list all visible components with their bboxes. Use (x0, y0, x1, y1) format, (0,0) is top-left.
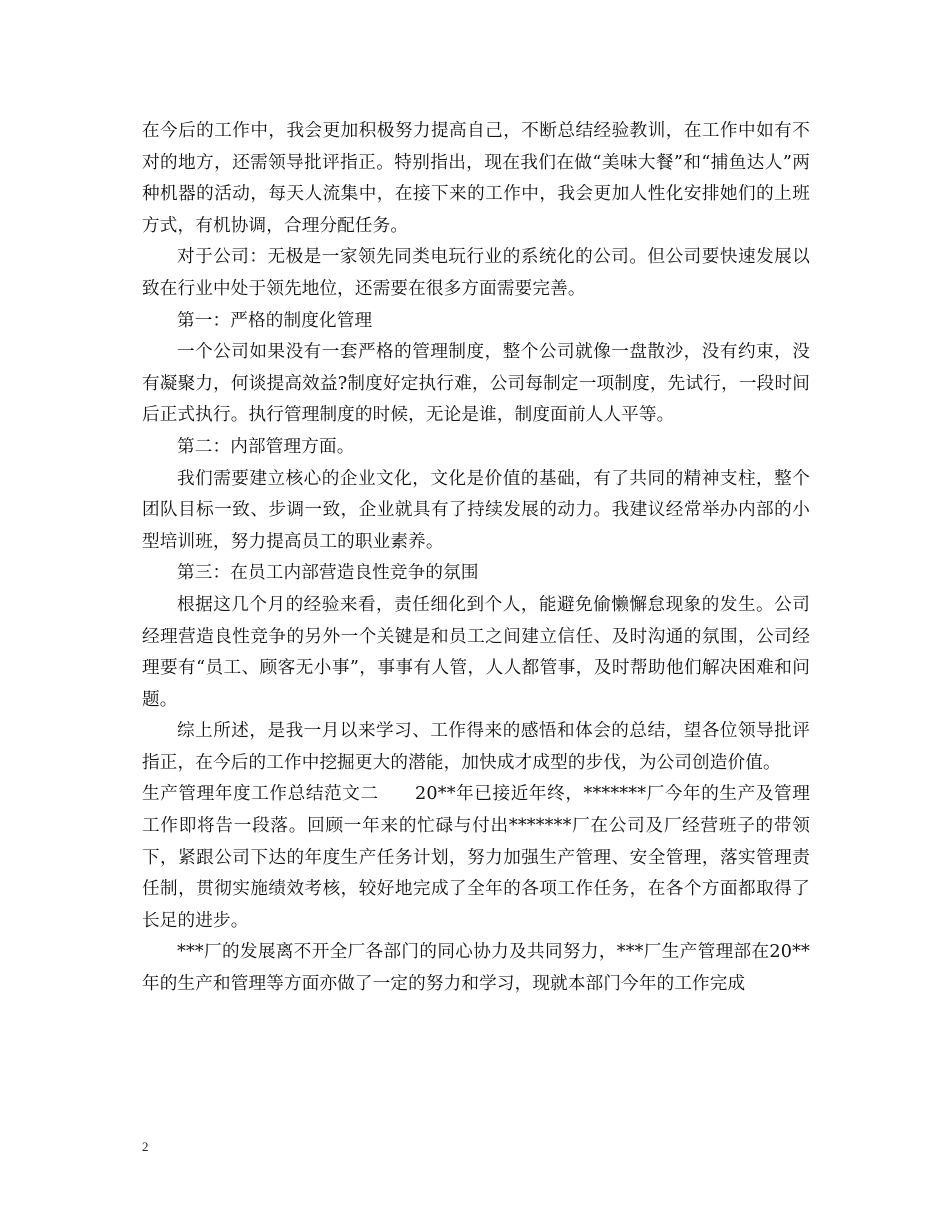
paragraph-1: 在今后的工作中，我会更加积极努力提高自己，不断总结经验教训，在工作中如有不对的地方，还需领导批评指正。特别指出，现在我们在做“美味大餐”和“捕鱼达人”两种机器的活动，每天人流集中，在接下来的工作中，我会更加人性化安排她们的上班方式，有机协调，合理分配任务。 (142, 121, 810, 236)
paragraph-6: 综上所述，是我一月以来学习、工作得来的感悟和体会的总结，望各位领导批评指正，在今后的工作中挖掘更大的潜能，加快成才成型的步伐，为公司创造价值。 (142, 721, 810, 773)
heading-first: 第一：严格的制度化管理 (177, 310, 373, 331)
heading-second: 第二：内部管理方面。 (177, 436, 355, 457)
paragraph-5: 根据这几个月的经验来看，责任细化到个人，能避免偷懒懈怠现象的发生。公司经理营造良性竞争的另外一个关键是和员工之间建立信任、及时沟通的氛围，公司经理要有“员工、顾客无小事”，事事有人管，人人都管事，及时帮助他们解决困难和问题。 (142, 594, 810, 710)
body-text (142, 116, 810, 1001)
paragraph-8: ***厂的发展离不开全厂各部门的同心协力及共同努力，***厂生产管理部在20**年的生产和管理等方面亦做了一定的努力和学习，现就本部门今年的工作完成 (142, 942, 810, 995)
paragraph-7: 生产管理年度工作总结范文二 20**年已接近年终，*******厂今年的生产及管理工作即将告一段落。回顾一年来的忙碌与付出*******厂在公司及厂经营班子的带领下，紧跟公司下达的年度生产任务计划，努力加强生产管理、安全管理，落实管理责任制，贯彻实施绩效考核，较好地完成了全年的各项工作任务，在各个方面都取得了长足的进步。 (142, 784, 810, 931)
paragraph-3: 一个公司如果没有一套严格的管理制度，整个公司就像一盘散沙，没有约束，没有凝聚力，何谈提高效益?制度好定执行难，公司每制定一项制度，先试行，一段时间后正式执行。执行管理制度的时候，无论是谁，制度面前人人平等。 (142, 342, 810, 426)
paragraph-4: 我们需要建立核心的企业文化，文化是价值的基础，有了共同的精神支柱，整个团队目标一致、步调一致，企业就具有了持续发展的动力。我建议经常举办内部的小型培训班，努力提高员工的职业素养。 (142, 468, 810, 552)
paragraph-2: 对于公司：无极是一家领先同类电玩行业的系统化的公司。但公司要快速发展以致在行业中处于领先地位，还需要在很多方面需要完善。 (142, 247, 810, 299)
heading-third: 第三：在员工内部营造良性竞争的氛围 (177, 563, 479, 584)
page-number: 2 (142, 1139, 149, 1154)
